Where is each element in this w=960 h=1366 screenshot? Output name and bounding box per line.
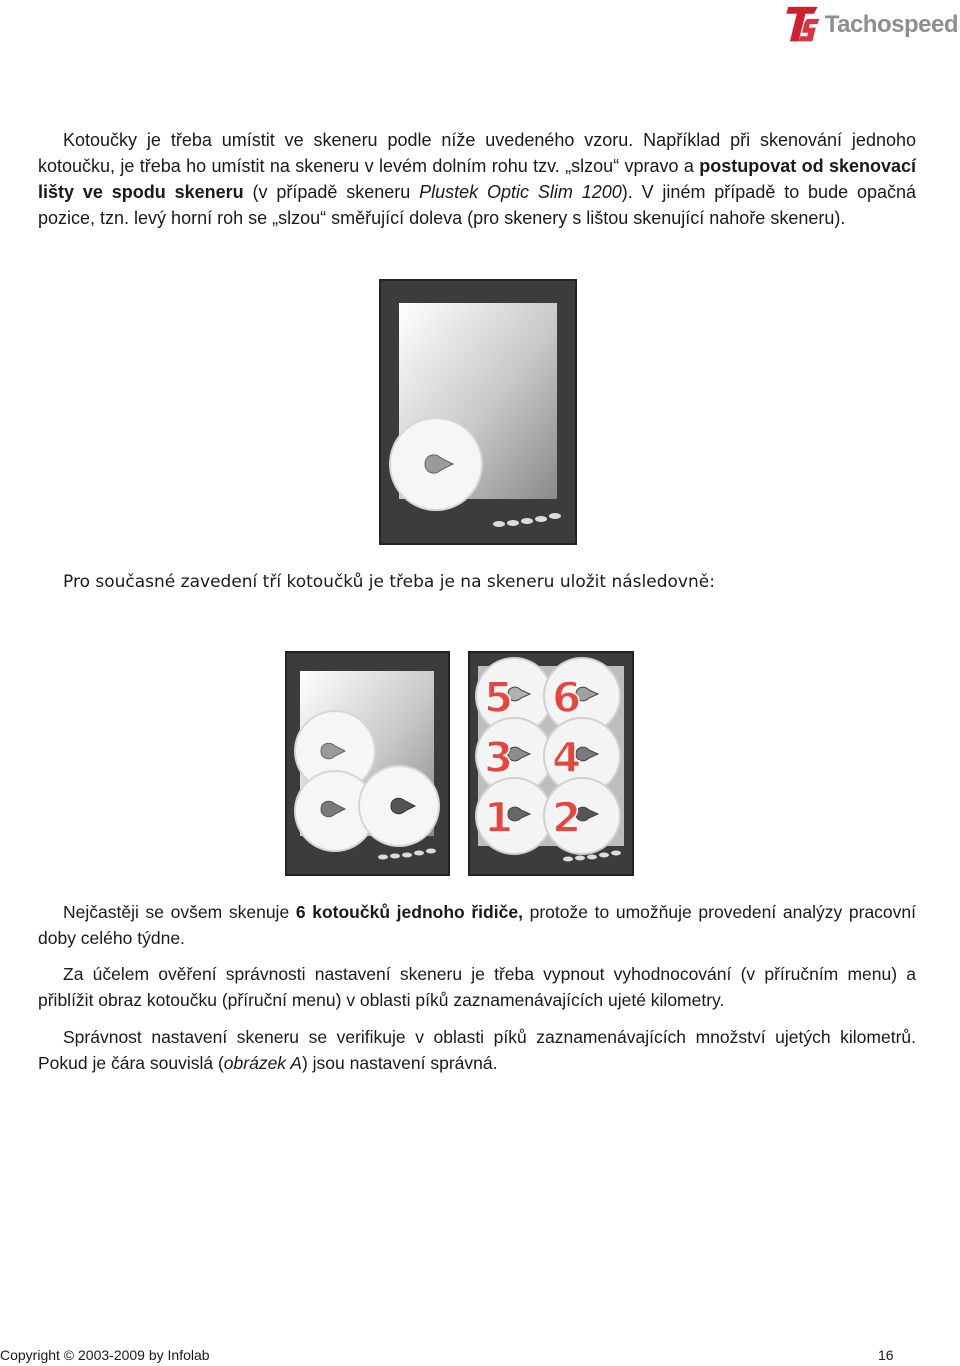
paragraph-correct-settings xyxy=(38,1024,916,1076)
p5-text-a: Správnost nastavení skeneru se verifikuje v oblasti píků zaznamenávajících množství ujetých kilometrů. Pokud je čára souvislá ( xyxy=(38,1027,916,1073)
p4-text: Za účelem ověření správnosti nastavení skeneru je třeba vypnout vyhodnocování (v příručním menu) a přiblížit obraz kotoučku (příruční menu) v oblasti píků zaznamenávajících ujeté kilometry. xyxy=(38,964,916,1010)
disc-number-label: 2 xyxy=(552,793,582,842)
tachospeed-logo xyxy=(783,0,958,50)
disc-number-label: 1 xyxy=(484,793,514,842)
paragraph-six-discs xyxy=(38,899,916,951)
disc-number-label: 4 xyxy=(552,733,582,782)
scanner-one-disc-figure xyxy=(379,279,577,545)
p3-bold: 6 kotoučků jednoho řidiče, xyxy=(295,902,523,922)
p1-bold: postupovat od skenovací lišty ve spodu skeneru xyxy=(38,156,916,202)
p1-italic: Plustek Optic Slim 1200 xyxy=(419,182,622,202)
p3-text-b: protože to umožňuje provedení analýzy pracovní doby celého týdne. xyxy=(38,902,917,948)
footer-page-number: 16 xyxy=(878,1347,894,1363)
paragraph-verification xyxy=(38,961,916,1013)
scanner-three-discs-figure xyxy=(285,651,450,876)
p2-text: Pro současné zavedení tří kotoučků je třeba je na skeneru uložit následovně: xyxy=(63,572,715,592)
footer-copyright: Copyright © 2003-2009 by Infolab xyxy=(0,1347,210,1363)
p1-text-c: ). V jiném případě to bude opačná pozice, tzn. levý horní roh se „slzou“ směřující doleva (pro skenery s lištou skenující nahoře skeneru). xyxy=(38,182,916,228)
brand-name: Tachospeed xyxy=(824,11,958,38)
p1-text-a: Kotoučky je třeba umístit ve skeneru podle níže uvedeného vzoru. Například při skenování jednoho kotoučku, je třeba ho umístit na skeneru v levém dolním rohu tzv. „slzou“ vpravo a xyxy=(38,130,916,176)
scanner-six-discs-figure xyxy=(468,651,634,876)
paragraph-placement xyxy=(38,127,916,231)
tachospeed-logo-icon xyxy=(783,0,823,50)
p5-italic: obrázek A xyxy=(223,1053,302,1073)
p1-text-b: (v případě skeneru xyxy=(243,182,420,202)
paragraph-three-discs xyxy=(38,569,916,595)
disc-number-label: 6 xyxy=(552,673,582,722)
disc-number-label: 3 xyxy=(484,733,514,782)
p3-text-a: Nejčastěji se ovšem skenuje xyxy=(63,902,296,922)
p5-text-b: ) jsou nastavení správná. xyxy=(301,1053,498,1073)
disc-number-label: 5 xyxy=(484,673,514,722)
